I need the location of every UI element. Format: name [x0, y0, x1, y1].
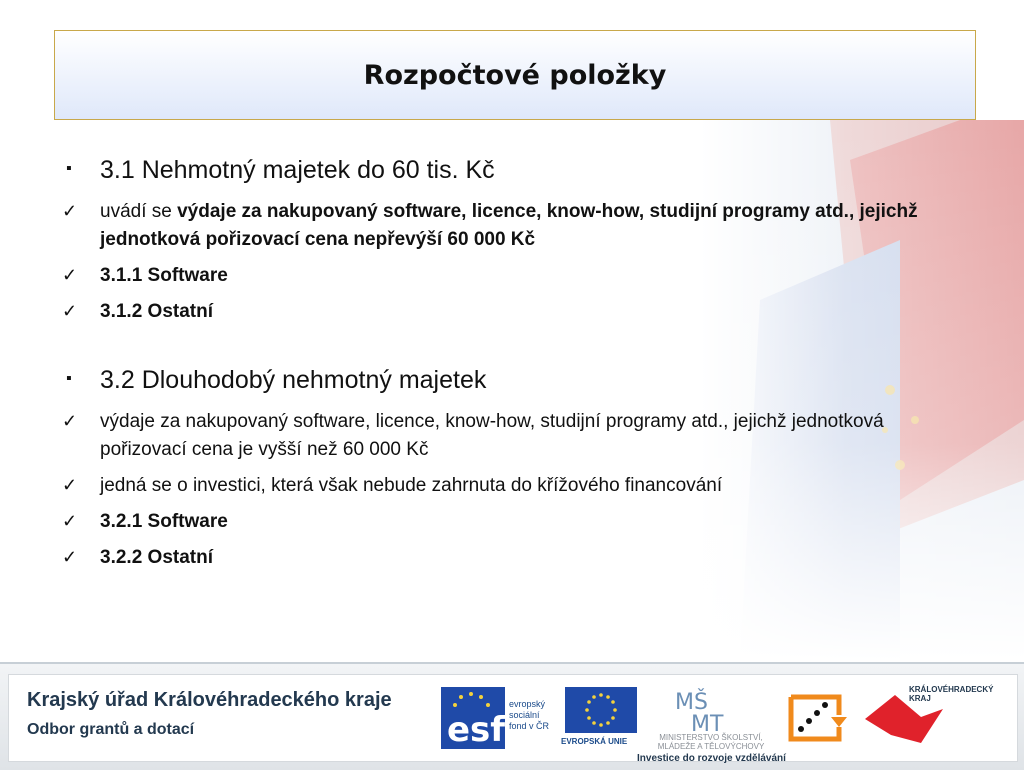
- list-item: [62, 262, 952, 290]
- eu-caption: EVROPSKÁ UNIE: [561, 737, 628, 746]
- list-item: [62, 472, 952, 500]
- esf-caption-line: evropský: [509, 699, 546, 709]
- list-item-text: 3.1.1 Software: [100, 265, 228, 286]
- heading-text: 3.2 Dlouhodobý nehmotný majetek: [100, 366, 487, 394]
- msmt-caption-line: MINISTERSTVO ŠKOLSTVÍ,: [659, 733, 763, 742]
- square-bullet-icon: ▪: [66, 370, 72, 387]
- checkmark-icon: ✓: [62, 201, 78, 221]
- checkmark-icon: ✓: [62, 511, 78, 531]
- esf-caption-line: fond v ČR: [509, 721, 550, 731]
- msmt-logo-icon: [671, 687, 741, 733]
- slide-content: [62, 150, 952, 572]
- checkmark-icon: ✓: [62, 411, 78, 431]
- svg-text:MT: MT: [691, 712, 724, 733]
- org-name: Krajský úřad Královéhradeckého kraje: [27, 689, 392, 711]
- list-item-bold: výdaje za nakupovaný software, licence, know-how, studijní programy atd., jejichž jednotková pořizovací cena nepřevýší 60 000 Kč: [100, 201, 918, 250]
- section-heading-3-2: [62, 360, 952, 400]
- investment-caption: Investice do rozvoje vzdělávání: [637, 753, 786, 764]
- svg-text:esf: esf: [447, 710, 506, 749]
- square-bullet-icon: ▪: [66, 160, 72, 177]
- kraj-caption-line: KRAJ: [909, 694, 931, 703]
- list-item: [62, 298, 952, 326]
- list-item: [62, 198, 952, 254]
- eu-flag-icon: [565, 687, 637, 733]
- checkmark-icon: ✓: [62, 301, 78, 321]
- list-item-text: [100, 198, 952, 254]
- section-heading-3-1: [62, 150, 952, 190]
- list-item-text: jedná se o investici, která však nebude zahrnuta do křížového financování: [100, 475, 723, 496]
- msmt-caption: [641, 733, 781, 751]
- list-item-text: 3.2.1 Software: [100, 511, 228, 532]
- list-item-text: 3.2.2 Ostatní: [100, 547, 213, 568]
- esf-caption-line: sociální: [509, 710, 540, 720]
- list-item-text: výdaje za nakupovaný software, licence, know-how, studijní programy atd., jejichž jednotková pořizovací cena je vyšší než 60 000 Kč: [100, 411, 884, 460]
- list-item-prefix: uvádí se: [100, 201, 178, 222]
- list-item: [62, 508, 952, 536]
- list-item-text: 3.1.2 Ostatní: [100, 301, 213, 322]
- svg-text:MŠ: MŠ: [675, 690, 708, 715]
- footer-bar: [0, 662, 1024, 770]
- kraj-caption-line: KRÁLOVÉHRADECKÝ: [909, 685, 994, 694]
- op-vk-logo-icon: [781, 687, 853, 747]
- list-item: [62, 408, 952, 464]
- checkmark-icon: ✓: [62, 265, 78, 285]
- kraj-caption: [909, 685, 993, 703]
- checkmark-icon: ✓: [62, 475, 78, 495]
- heading-text: 3.1 Nehmotný majetek do 60 tis. Kč: [100, 156, 495, 184]
- msmt-caption-line: MLÁDEŽE A TĚLOVÝCHOVY: [657, 742, 765, 751]
- esf-caption: [509, 699, 549, 732]
- title-box: [54, 30, 976, 120]
- list-item: [62, 544, 952, 572]
- checkmark-icon: ✓: [62, 547, 78, 567]
- footer-logo-strip: [8, 674, 1018, 762]
- slide-title: Rozpočtové položky: [363, 59, 667, 91]
- org-department: Odbor grantů a dotací: [27, 721, 195, 738]
